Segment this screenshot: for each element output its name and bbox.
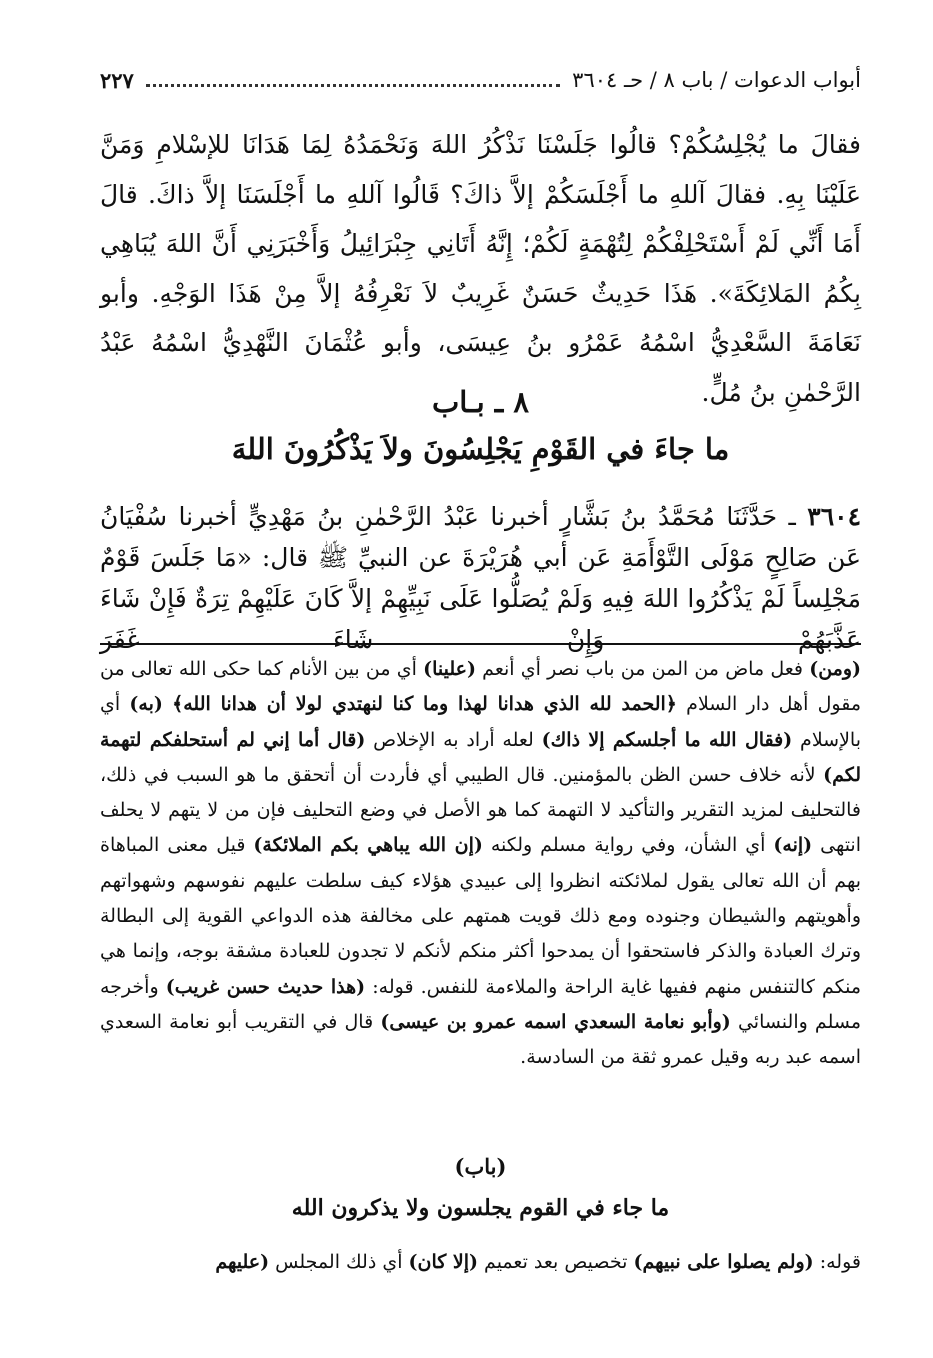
commentary [100,652,861,1076]
commentary-quoted-phrase: ﴿الحمد لله الذي هدانا لهذا وما كنا لنهتدي لولا أن هدانا الله﴾ [172,693,677,716]
commentary-quoted-phrase: (قال أما إني لم أستحلفكم لتهمة لكم) [100,728,861,786]
commentary-text: أي الشأن، وفي رواية مسلم ولكنه [482,834,774,857]
commentary-quoted-phrase: (إلا كان) [408,1251,479,1273]
commentary-text: قال في التقريب أبو نعامة السعدي اسمه عبد ربه وقيل عمرو ثقة من السادسة. [100,1010,861,1069]
hadith-number: ٣٦٠٤ [807,502,861,531]
commentary-text: فعل ماض من المن من باب نصر أي أنعم [475,658,810,680]
commentary-quoted-phrase: (فقال الله ما أجلسكم إلا ذاك) [541,728,793,751]
commentary-quoted-phrase: (إن الله يباهي بكم الملائكة) [253,834,483,857]
hadith-3604 [100,496,861,660]
commentary-quoted-phrase: (به) [129,693,163,716]
running-header [100,62,861,98]
commentary-text: لأنه خلاف حسن الظن بالمؤمنين. قال الطيبي أي فأردت أن أتحقق ما هو السبب في ذلك، فالتحليف لمزيد التقرير والتأكيد لا التهمة كما هو الأصل في وضع التحليف فإن من لا يتهم لا يحلف انتهى [100,763,861,857]
commentary-text: أي من بين الأنام كما حكى الله تعالى من مقول أهل دار السلام [100,658,861,716]
leader-dots [146,84,560,87]
hadith-text-continuation [100,120,861,417]
commentary-text: قيل معنى المباهاة بهم أن الله تعالى يقول لملائكته انظروا إلى عبيدي هؤلاء كيف سلطت عليهم نفوسهم وشهواتهم وأهويتهم والشيطان وجنوده ومع ذلك قويت همتهم على مخالفة هذه الدواعي القوية إلى البطالة وترك العبادة والذكر فاستحقوا أن يمدحوا أكثر منكم لأنكم لا تجدون للعبادة مشقة بوجه، وإنما هي منكم كالتنفس منهم ففيها غاية الراحة والملاءمة للنفس. قوله: [100,834,862,998]
commentary-chapter-label: (باب) [454,1154,507,1179]
commentary-quoted-phrase: (وأبو نعامة السعدي اسمه عمرو بن عيسى) [380,1010,731,1033]
running-title: أبواب الدعوات / باب ٨ / حـ ٣٦٠٤ [572,68,861,92]
commentary-quoted-phrase: (عليهم [215,1251,270,1273]
commentary-text: لعله أراد به الإخلاص [365,728,542,751]
commentary-last-line [100,1244,861,1280]
commentary-text: قوله: [813,1251,861,1273]
commentary-text: أي بالإسلام [100,693,861,751]
matn-paragraph: فقالَ ما يُجْلِسُكُمْ؟ قالُوا جَلَسْنَا نَذْكُرُ اللهَ وَنَحْمَدُهُ لِمَا هَدَانَا للإسْلامِ وَمَنَّ عَلَيْنَا بِهِ. فقالَ آللهِ ما أَجْلَسَكُمْ إلاَّ ذاكَ؟ قَالُوا آللهِ ما أَجْلَسَنَا إلاَّ ذاكَ. قالَ أَمَا أَنِّي لَمْ أَسْتَحْلِفْكُمْ لِتُهْمَةٍ لَكُمْ؛ إِنَّهُ أَتَانِي جِبْرَائِيلُ وَأَخْبَرَنِي أَنَّ اللهَ يُبَاهِي بِكُمُ المَلائِكَةَ». هَذَا حَدِيثٌ حَسَنٌ غَرِيبٌ لاَ نَعْرِفُهُ إلاَّ مِنْ هَذَا الوَجْهِ. وأبو نَعَامَةَ السَّعْدِيُّ اسْمُهُ عَمْرُو بنُ عِيسَى، وأبو عُثْمَانَ النَّهْدِيُّ اسْمُهُ عَبْدُ الرَّحْمٰنِ بنُ مُلٍّ. [100,130,861,407]
commentary-quoted-phrase: (إنه) [773,834,813,857]
chapter-number: ٨ ـ بـاب [432,385,529,419]
hadith-body: ـ حَدَّثَنَا مُحَمَّدُ بنُ بَشَّارٍ أخبرنا عَبْدُ الرَّحْمٰنِ بنُ مَهْدِيٍّ أخبرنا سُفْيَانُ عَن صَالِحٍ مَوْلَى التَّوْأَمَةِ عَن أبي هُرَيْرَةَ عن النبيِّ ﷺ قال: «مَا جَلَسَ قَوْمٌ مَجْلِساً لَمْ يَذْكُرُوا اللهَ فِيهِ وَلَمْ يُصَلُّوا عَلَى نَبِيِّهِمْ إلاَّ كَانَ عَلَيْهِمْ تِرَةٌ فَإِنْ شَاءَ عَذَّبَهُمْ وَإِنْ شَاءَ غَفَرَ [100,502,861,654]
commentary-quoted-phrase: (ومن) [809,658,861,680]
commentary-text: أي ذلك المجلس [269,1251,409,1273]
page-number: ٢٢٧ [100,67,134,93]
commentary-chapter-title: ما جاء في القوم يجلسون ولا يذكرون الله [291,1195,670,1221]
commentary-text [163,693,172,715]
commentary-quoted-phrase: (ولم يصلوا على نبيهم) [633,1251,814,1273]
separator-rule [100,643,861,645]
commentary-quoted-phrase: (هذا حديث حسن غريب) [165,975,366,998]
commentary-text: وأخرجه مسلم والنسائي [100,975,861,1033]
commentary-text: تخصيص بعد تعميم [478,1251,634,1273]
commentary-quoted-phrase: (علينا) [423,658,476,680]
chapter-title: ما جاءَ في القَوْمِ يَجْلِسُونَ ولاَ يَذْكُرُونَ اللهَ [231,432,730,466]
